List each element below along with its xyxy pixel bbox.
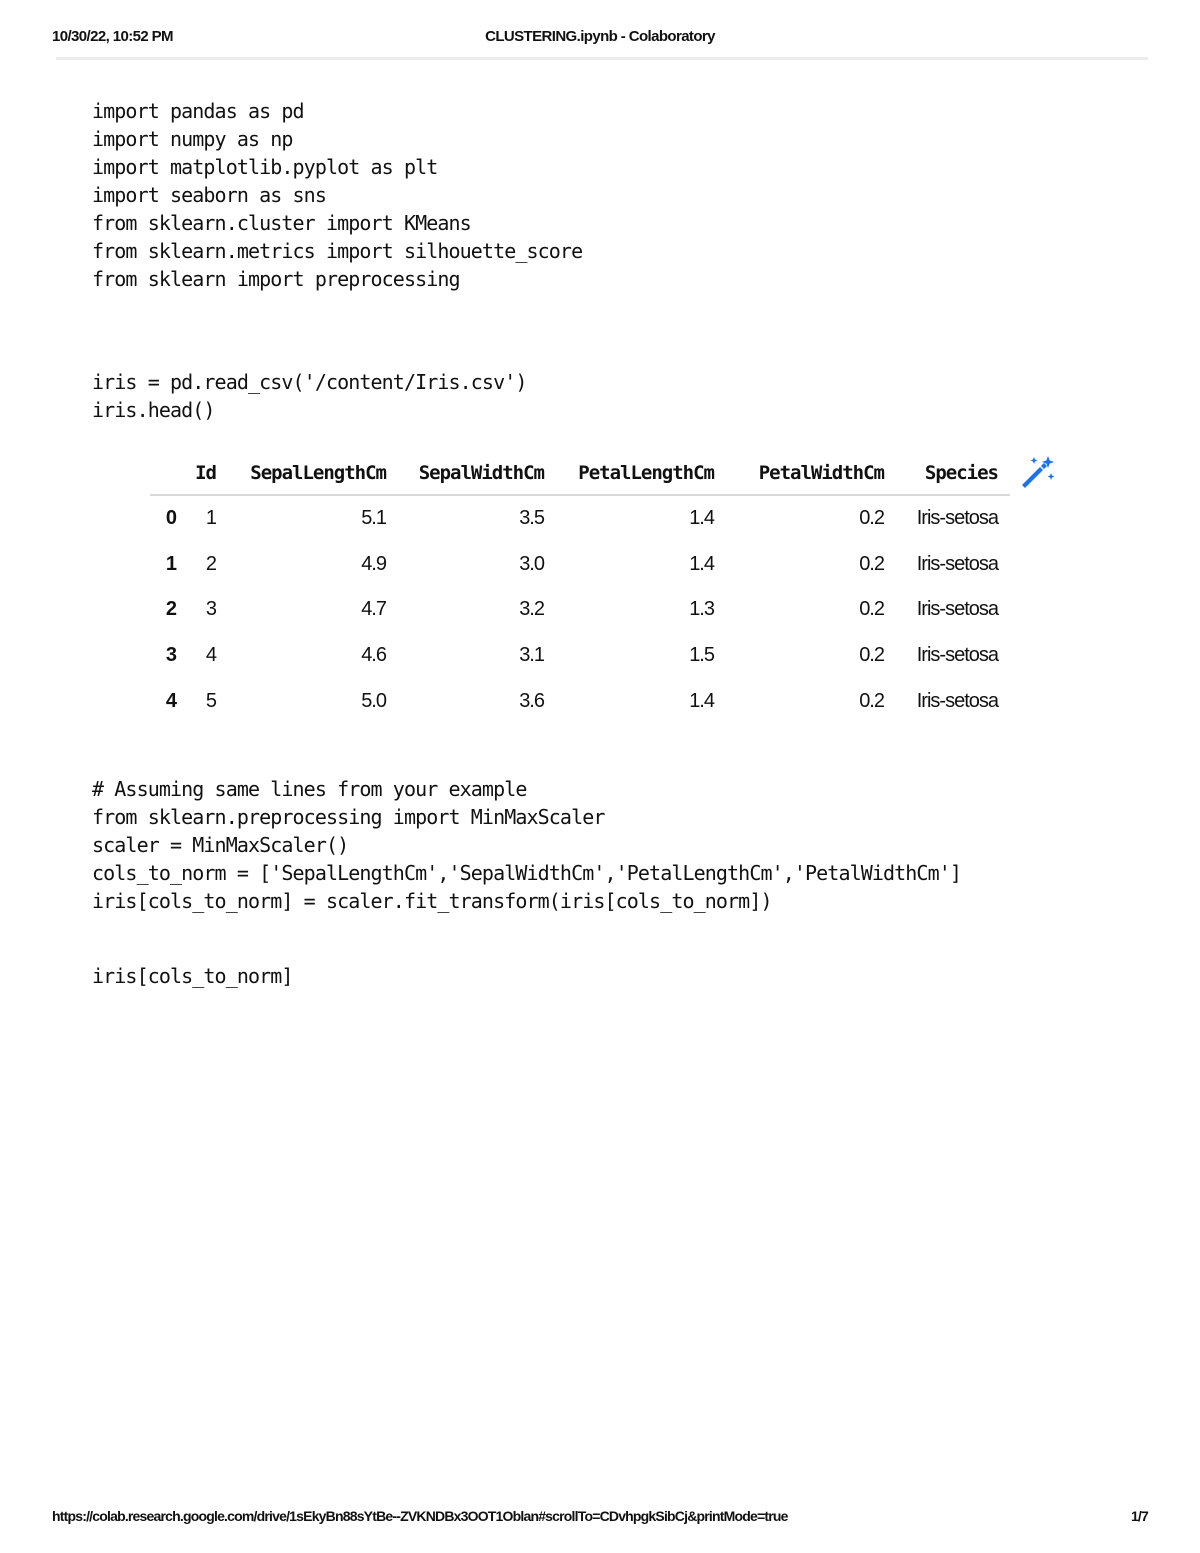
column-header-index [150, 452, 188, 495]
page-indicator: 1/7 [1130, 1508, 1148, 1524]
cell-sepal-length: 4.9 [361, 552, 386, 575]
row-index: 4 [165, 689, 176, 712]
cell-sepal-length: 5.1 [361, 507, 386, 530]
code-cell-minmax-scaler[interactable] [92, 775, 961, 915]
column-header-petal-width: PetalWidthCm [726, 452, 896, 495]
code-line: scaler = MinMaxScaler() [92, 833, 349, 857]
cell-id: 2 [205, 552, 216, 575]
row-index: 2 [165, 598, 176, 621]
dataframe-table [150, 452, 1010, 724]
cell-id: 3 [205, 598, 216, 621]
code-cell-imports[interactable] [92, 97, 582, 293]
print-header [52, 28, 1148, 48]
cell-sepal-width: 3.5 [519, 507, 544, 530]
cell-petal-width: 0.2 [859, 552, 884, 575]
cell-sepal-width: 3.6 [519, 689, 544, 712]
table-header-row [150, 452, 1010, 495]
table-row [150, 678, 1010, 724]
cell-sepal-length: 5.0 [361, 689, 386, 712]
page-url: https://colab.research.google.com/drive/1sEkyBn88sYtBe--ZVKNDBx3OOT1Oblan#scrollTo=CDvhpgkSibCj&printMode=true [52, 1508, 788, 1524]
row-index: 0 [165, 507, 176, 530]
table-row [150, 495, 1010, 542]
column-header-id: Id [188, 452, 228, 495]
row-index: 3 [165, 644, 176, 667]
code-line: import numpy as np [92, 127, 293, 151]
code-line: from sklearn.metrics import silhouette_score [92, 239, 583, 263]
cell-petal-width: 0.2 [859, 644, 884, 667]
table-row [150, 587, 1010, 633]
cell-sepal-width: 3.1 [519, 644, 544, 667]
cell-petal-length: 1.4 [689, 552, 714, 575]
dataframe-output [150, 452, 998, 724]
code-cell-show-normalized[interactable] [92, 962, 293, 990]
column-header-species: Species [896, 452, 1010, 495]
cell-species: Iris-setosa [916, 552, 998, 575]
column-header-petal-length: PetalLengthCm [556, 452, 726, 495]
cell-sepal-width: 3.0 [519, 552, 544, 575]
cell-petal-length: 1.3 [689, 598, 714, 621]
cell-petal-width: 0.2 [859, 598, 884, 621]
cell-sepal-width: 3.2 [519, 598, 544, 621]
cell-species: Iris-setosa [916, 598, 998, 621]
column-header-sepal-width: SepalWidthCm [398, 452, 556, 495]
cell-petal-length: 1.4 [689, 507, 714, 530]
suggest-charts-button[interactable] [1018, 454, 1058, 490]
code-line: iris[cols_to_norm] = scaler.fit_transform(iris[cols_to_norm]) [92, 889, 772, 913]
code-line: from sklearn import preprocessing [92, 267, 460, 291]
code-line: import pandas as pd [92, 99, 304, 123]
magic-wand-icon [1018, 454, 1058, 490]
code-line: from sklearn.preprocessing import MinMaxScaler [92, 805, 605, 829]
code-line: iris[cols_to_norm] [92, 964, 293, 988]
cell-species: Iris-setosa [916, 689, 998, 712]
code-line: iris.head() [92, 398, 215, 422]
code-line: import matplotlib.pyplot as plt [92, 155, 438, 179]
print-datetime: 10/30/22, 10:52 PM [52, 28, 173, 45]
cell-sepal-length: 4.7 [361, 598, 386, 621]
table-row [150, 542, 1010, 588]
code-cell-read-csv[interactable] [92, 368, 527, 424]
cell-id: 4 [205, 644, 216, 667]
code-line: iris = pd.read_csv('/content/Iris.csv') [92, 370, 527, 394]
code-line: cols_to_norm = ['SepalLengthCm','SepalWidthCm','PetalLengthCm','PetalWidthCm'] [92, 861, 961, 885]
cell-sepal-length: 4.6 [361, 644, 386, 667]
code-line: from sklearn.cluster import KMeans [92, 211, 471, 235]
document-title: CLUSTERING.ipynb - Colaboratory [485, 28, 715, 45]
cell-id: 5 [205, 689, 216, 712]
code-line: import seaborn as sns [92, 183, 326, 207]
cell-petal-width: 0.2 [859, 507, 884, 530]
cell-species: Iris-setosa [916, 644, 998, 667]
cell-petal-length: 1.4 [689, 689, 714, 712]
code-line: # Assuming same lines from your example [92, 777, 527, 801]
cell-petal-length: 1.5 [689, 644, 714, 667]
cell-petal-width: 0.2 [859, 689, 884, 712]
cell-species: Iris-setosa [916, 507, 998, 530]
row-index: 1 [165, 552, 176, 575]
table-row [150, 633, 1010, 679]
header-divider [56, 57, 1148, 60]
cell-id: 1 [205, 507, 216, 530]
column-header-sepal-length: SepalLengthCm [228, 452, 398, 495]
